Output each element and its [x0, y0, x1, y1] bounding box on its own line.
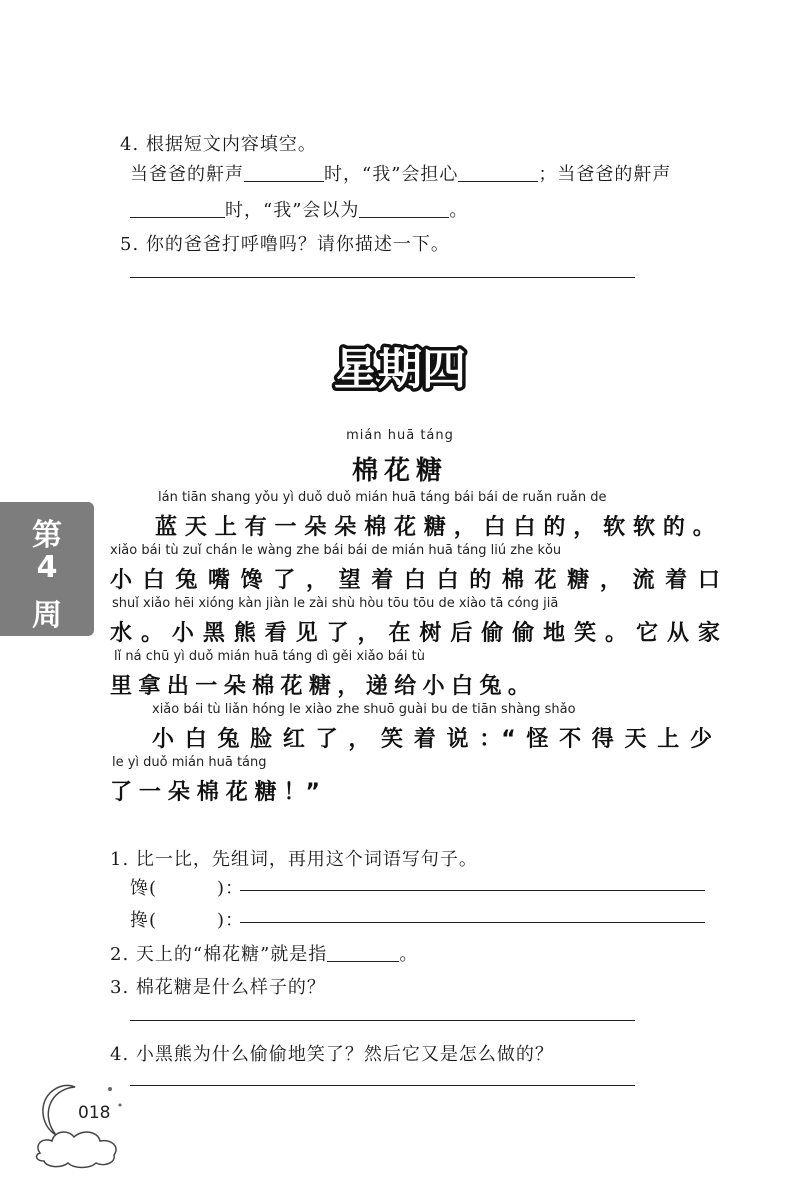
story-char: 了 [110, 780, 133, 805]
story-char: 糖 [308, 674, 331, 699]
story-char: 口 [697, 568, 720, 593]
story-title: 棉花糖 [351, 456, 448, 486]
week-tab [0, 502, 94, 636]
story-char: 的 [543, 515, 566, 540]
story-char: 糖 [254, 780, 277, 805]
story-char: 小 [422, 674, 445, 699]
story-char: 望 [338, 568, 361, 593]
story-char: ， [348, 727, 371, 752]
story-char: 花 [225, 780, 248, 805]
story-char: 软 [633, 515, 656, 540]
story-char: ， [357, 621, 380, 646]
story-char: 了 [273, 568, 296, 593]
story-char: ， [337, 674, 360, 699]
story-char: 白 [513, 515, 536, 540]
story-char: 它 [635, 621, 658, 646]
story-char: 给 [394, 674, 417, 699]
answer-line[interactable] [130, 1020, 635, 1021]
question-4-line-1 [130, 160, 671, 186]
story-char: 小 [152, 727, 175, 752]
story-char: 上 [657, 727, 680, 752]
q4-text: 当爸爸的鼾声 [130, 164, 244, 185]
week-tab-char: 周 [32, 598, 62, 633]
story-char: 着 [413, 727, 436, 752]
story-char: 兔 [217, 727, 240, 752]
story-char: 看 [264, 621, 287, 646]
story-char: ， [599, 568, 622, 593]
story-char: 一 [138, 780, 161, 805]
day-heading-art [320, 336, 480, 400]
answer-line[interactable] [240, 922, 705, 923]
story-char: 里 [110, 674, 133, 699]
story-char: 兔 [479, 674, 502, 699]
answer-line[interactable] [130, 1085, 635, 1086]
answer-line[interactable] [240, 890, 705, 891]
story-char: 棉 [501, 568, 524, 593]
story-char: 流 [632, 568, 655, 593]
story-char: 红 [282, 727, 305, 752]
story-char: 。 [692, 515, 715, 540]
blank-field[interactable] [327, 943, 399, 962]
moon-cloud-icon [20, 1075, 140, 1175]
q4-text: 。 [449, 200, 469, 221]
story-char: 不 [559, 727, 582, 752]
story-char: 熊 [233, 621, 256, 646]
story-char: 了 [315, 727, 338, 752]
day-heading-text: 星期四 [334, 344, 466, 395]
story-char: 递 [365, 674, 388, 699]
story-char: 黑 [202, 621, 225, 646]
story-char: 白 [451, 674, 474, 699]
story-char: 了 [326, 621, 349, 646]
exercise-3-heading: 3. 棉花糖是什么样子的？ [110, 977, 326, 998]
story-char: ， [573, 515, 596, 540]
story-char: 拿 [138, 674, 161, 699]
story-line-5 [152, 722, 712, 753]
story-char: 白 [184, 727, 207, 752]
story-char: 棉 [196, 780, 219, 805]
story-char: 花 [534, 568, 557, 593]
story-char: 天 [184, 515, 207, 540]
answer-line[interactable] [130, 277, 635, 278]
story-pinyin-1: lán tiān shang yǒu yì duǒ duǒ mián huā táng bái bái de ruǎn ruǎn de [158, 490, 607, 505]
story-char: 脸 [250, 727, 273, 752]
story-char: 白 [436, 568, 459, 593]
story-char: 偷 [481, 621, 504, 646]
story-char: 朵 [304, 515, 327, 540]
story-char: 从 [666, 621, 689, 646]
exercise-1-row-a [130, 874, 244, 900]
exercise-2-text: 。 [399, 944, 419, 965]
story-char: 小 [171, 621, 194, 646]
story-char: 花 [394, 515, 417, 540]
story-char: 朵 [223, 674, 246, 699]
story-char: 怪 [526, 727, 549, 752]
story-char: 软 [603, 515, 626, 540]
story-char: 有 [244, 515, 267, 540]
story-char: 笑 [574, 621, 597, 646]
story-char: 在 [388, 621, 411, 646]
question-4-heading: 4. 根据短文内容填空。 [120, 134, 317, 155]
story-char: 着 [371, 568, 394, 593]
blank-field[interactable] [244, 163, 324, 182]
exercise-4-heading: 4. 小黑熊为什么偷偷地笑了？然后它又是怎么做的？ [110, 1044, 554, 1065]
story-char: 糖 [567, 568, 590, 593]
story-char: 少 [689, 727, 712, 752]
question-4-line-2 [130, 196, 468, 222]
story-char: 着 [665, 568, 688, 593]
story-char: 的 [662, 515, 685, 540]
page-number: 018 [78, 1103, 111, 1123]
story-char: 水 [110, 621, 133, 646]
char-label-close: )： [217, 910, 245, 931]
story-char: 棉 [252, 674, 275, 699]
story-char: 。 [507, 674, 530, 699]
blank-field[interactable] [458, 163, 538, 182]
exercise-1-heading: 1. 比一比，先组词，再用这个词语写句子。 [110, 849, 478, 870]
story-char: 说 [446, 727, 469, 752]
story-char: 朵 [334, 515, 357, 540]
story-char: 地 [543, 621, 566, 646]
story-char: 白 [483, 515, 506, 540]
day-heading [320, 336, 480, 400]
story-char: ：“ [479, 727, 516, 752]
story-char: 花 [280, 674, 303, 699]
story-char: 糖 [423, 515, 446, 540]
story-char: 的 [469, 568, 492, 593]
title-pinyin: mián huā táng [346, 428, 454, 443]
story-char: 一 [274, 515, 297, 540]
story-pinyin-4: lǐ ná chū yì duǒ mián huā táng dì gěi xiǎo bái tù [114, 649, 425, 664]
story-line-3 [110, 616, 720, 647]
story-char: 上 [214, 515, 237, 540]
story-char: 棉 [364, 515, 387, 540]
story-char: 出 [166, 674, 189, 699]
question-5-heading: 5. 你的爸爸打呼噜吗？请你描述一下。 [120, 234, 450, 255]
q4-text: 时，“我”会担心 [324, 164, 459, 185]
story-char: 见 [295, 621, 318, 646]
story-char: 得 [591, 727, 614, 752]
story-pinyin-6: le yì duǒ mián huā táng [112, 755, 267, 770]
story-char: 一 [195, 674, 218, 699]
char-label: 搀( [130, 910, 158, 931]
exercise-1-row-b [130, 906, 244, 932]
exercise-2-text: 2. 天上的“棉花糖”就是指 [110, 944, 328, 965]
story-char: 家 [697, 621, 720, 646]
story-char: 白 [403, 568, 426, 593]
story-char: 。 [605, 621, 628, 646]
story-line-1 [155, 510, 715, 541]
story-char: ！” [283, 780, 320, 805]
story-char: 天 [624, 727, 647, 752]
char-label: 馋( [130, 878, 158, 899]
story-char: 蓝 [155, 515, 178, 540]
story-char: 偷 [512, 621, 535, 646]
blank-field[interactable] [130, 199, 225, 218]
exercise-2 [110, 940, 418, 966]
week-tab-char: 第 [32, 518, 62, 553]
story-line-4 [110, 669, 530, 700]
story-char: 。 [140, 621, 163, 646]
story-line-6 [110, 775, 320, 806]
story-char: ， [453, 515, 476, 540]
story-char: 树 [419, 621, 442, 646]
story-char: 馋 [240, 568, 263, 593]
blank-field[interactable] [359, 199, 449, 218]
q4-text: ；当爸爸的鼾声 [538, 164, 672, 185]
story-char: 白 [142, 568, 165, 593]
story-line-2 [110, 563, 720, 594]
story-char: 小 [110, 568, 133, 593]
story-pinyin-2: xiǎo bái tù zuǐ chán le wàng zhe bái bái de mián huā táng liú zhe kǒu [110, 543, 562, 558]
char-label-close: )： [217, 878, 245, 899]
story-char: 笑 [381, 727, 404, 752]
story-char: 后 [450, 621, 473, 646]
week-tab-number: 4 [36, 550, 58, 585]
story-char: 兔 [175, 568, 198, 593]
story-pinyin-5: xiǎo bái tù liǎn hóng le xiào zhe shuō guài bu de tiān shàng shǎo [152, 702, 576, 717]
story-pinyin-3: shuǐ xiǎo hēi xióng kàn jiàn le zài shù hòu tōu tōu de xiào tā cóng jiā [112, 596, 559, 611]
story-char: 嘴 [207, 568, 230, 593]
q4-text: 时，“我”会以为 [225, 200, 360, 221]
story-char: 朵 [167, 780, 190, 805]
story-char: ， [305, 568, 328, 593]
